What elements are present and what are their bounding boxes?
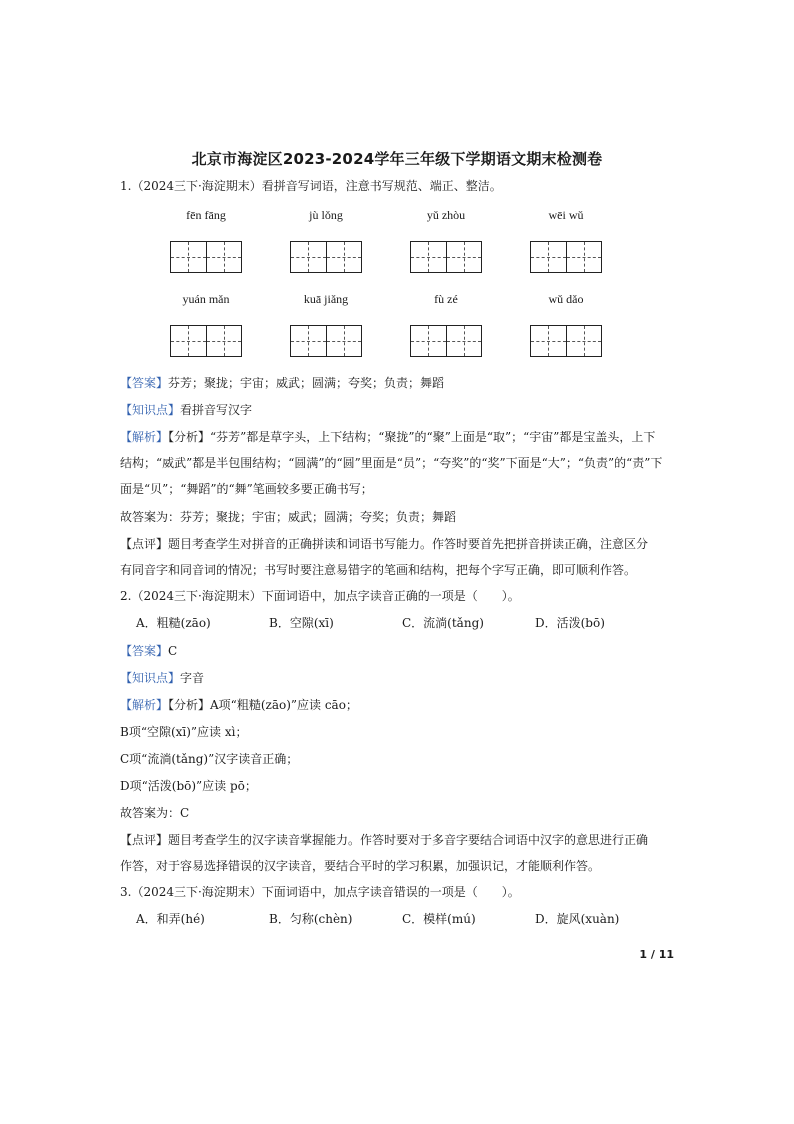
q1-answer-line [120,375,690,391]
q2-option-c[interactable]: C．流淌(tǎng) [402,616,484,630]
q2-analysis-text-1: 【分析】A项“粗糙(zāo)”应读 cāo； [168,698,358,712]
q2-review-text-1: 题目考查学生的汉字读音掌握能力。作答时要对于多音字要结合词语中汉字的意思进行正确 [168,833,649,847]
q1-knowledge-point: 看拼音写汉字 [180,403,253,417]
q1-analysis-line-2: 结构；“威武”都是半包围结构；“圆满”的“圆”里面是“员”；“夸奖”的“奖”下面是“大”；“负责”的“责”下 [120,456,663,470]
writing-grid-7[interactable] [410,325,482,357]
q1-review-text-1: 题目考查学生对拼音的正确拼读和词语书写能力。作答时要首先把拼音拼读正确，注意区分 [168,537,649,551]
pinyin-ju-long: jù lǒng [309,208,343,222]
writing-grid-1[interactable] [170,241,242,273]
q1-analysis-line-1 [120,429,690,445]
q2-answer-line [120,643,690,659]
review-tag: 【点评】 [120,537,169,551]
q2-analysis-line-3: C项“流淌(tǎng)”汉字读音正确； [120,752,299,766]
q1-review-line-2: 有同音字和同音词的情况；书写时要注意易错字的笔画和结构，把每个字写正确，即可顺利作答。 [120,563,637,577]
q2-review-line-1 [120,832,690,848]
q3-option-d[interactable]: D．旋风(xuàn) [535,912,620,926]
analysis-tag: 【解析】 [120,430,169,444]
pinyin-fen-fang: fēn fāng [186,208,226,222]
q2-kp-line [120,670,690,686]
pinyin-yuan-man: yuán mǎn [182,292,230,306]
q1-review-line-1 [120,536,690,552]
q2-option-d[interactable]: D．活泼(bō) [535,616,605,630]
q2-analysis-line-4: D项“活泼(bō)”应读 pō； [120,779,257,793]
knowledge-tag: 【知识点】 [120,403,181,417]
q3-stem: 3.（2024三下·海淀期末）下面词语中，加点字读音错误的一项是（ ）。 [120,885,520,899]
q2-answer: C [168,644,178,658]
q2-stem: 2.（2024三下·海淀期末）下面词语中，加点字读音正确的一项是（ ）。 [120,589,520,603]
q2-knowledge-point: 字音 [180,671,205,685]
writing-grid-2[interactable] [290,241,362,273]
pinyin-wu-dao: wǔ dǎo [548,292,584,306]
writing-grid-8[interactable] [530,325,602,357]
q1-kp-line [120,402,690,418]
document-title: 北京市海淀区2023-2024学年三年级下学期语文期末检测卷 [191,150,603,168]
pinyin-kua-jiang: kuā jiǎng [303,292,349,306]
page-number: 1 / 11 [639,948,674,961]
writing-grid-3[interactable] [410,241,482,273]
writing-grid-6[interactable] [290,325,362,357]
pinyin-wei-wu: wēi wǔ [548,208,584,222]
pinyin-fu-ze: fù zé [434,292,458,306]
answer-tag: 【答案】 [120,376,169,390]
pinyin-yu-zhou: yǔ zhòu [426,208,466,222]
q1-stem: 1.（2024三下·海淀期末）看拼音写词语，注意书写规范、端正、整洁。 [120,179,502,193]
q1-analysis-line-3: 面是“贝”；“舞蹈”的“舞”笔画较多要正确书写； [120,482,373,496]
review-tag: 【点评】 [120,833,169,847]
knowledge-tag: 【知识点】 [120,671,181,685]
q2-analysis-line-2: B项“空隙(xī)”应读 xì； [120,725,248,739]
writing-grid-5[interactable] [170,325,242,357]
q3-option-c[interactable]: C．模样(mú) [402,912,476,926]
q2-option-a[interactable]: A．粗糙(zāo) [136,616,211,630]
q1-analysis-text-1: 【分析】“芬芳”都是草字头，上下结构；“聚拢”的“聚”上面是“取”；“宇宙”都是宝盖头，上下 [168,430,656,444]
q2-analysis-line-1 [120,697,690,713]
q2-review-line-2: 作答，对于容易选择错误的汉字读音，要结合平时的学习积累，加强识记，才能顺利作答。 [120,859,601,873]
q2-final-answer: 故答案为：C [120,806,190,820]
q3-option-a[interactable]: A．和弄(hé) [136,912,205,926]
writing-grid-4[interactable] [530,241,602,273]
answer-tag: 【答案】 [120,644,169,658]
q2-option-b[interactable]: B．空隙(xī) [269,616,334,630]
q1-final-answer: 故答案为：芬芳；聚拢；宇宙；威武；圆满；夸奖；负责；舞蹈 [120,510,457,524]
q1-answer: 芬芳；聚拢；宇宙；威武；圆满；夸奖；负责；舞蹈 [168,376,445,390]
analysis-tag: 【解析】 [120,698,169,712]
q3-option-b[interactable]: B．匀称(chèn) [269,912,353,926]
